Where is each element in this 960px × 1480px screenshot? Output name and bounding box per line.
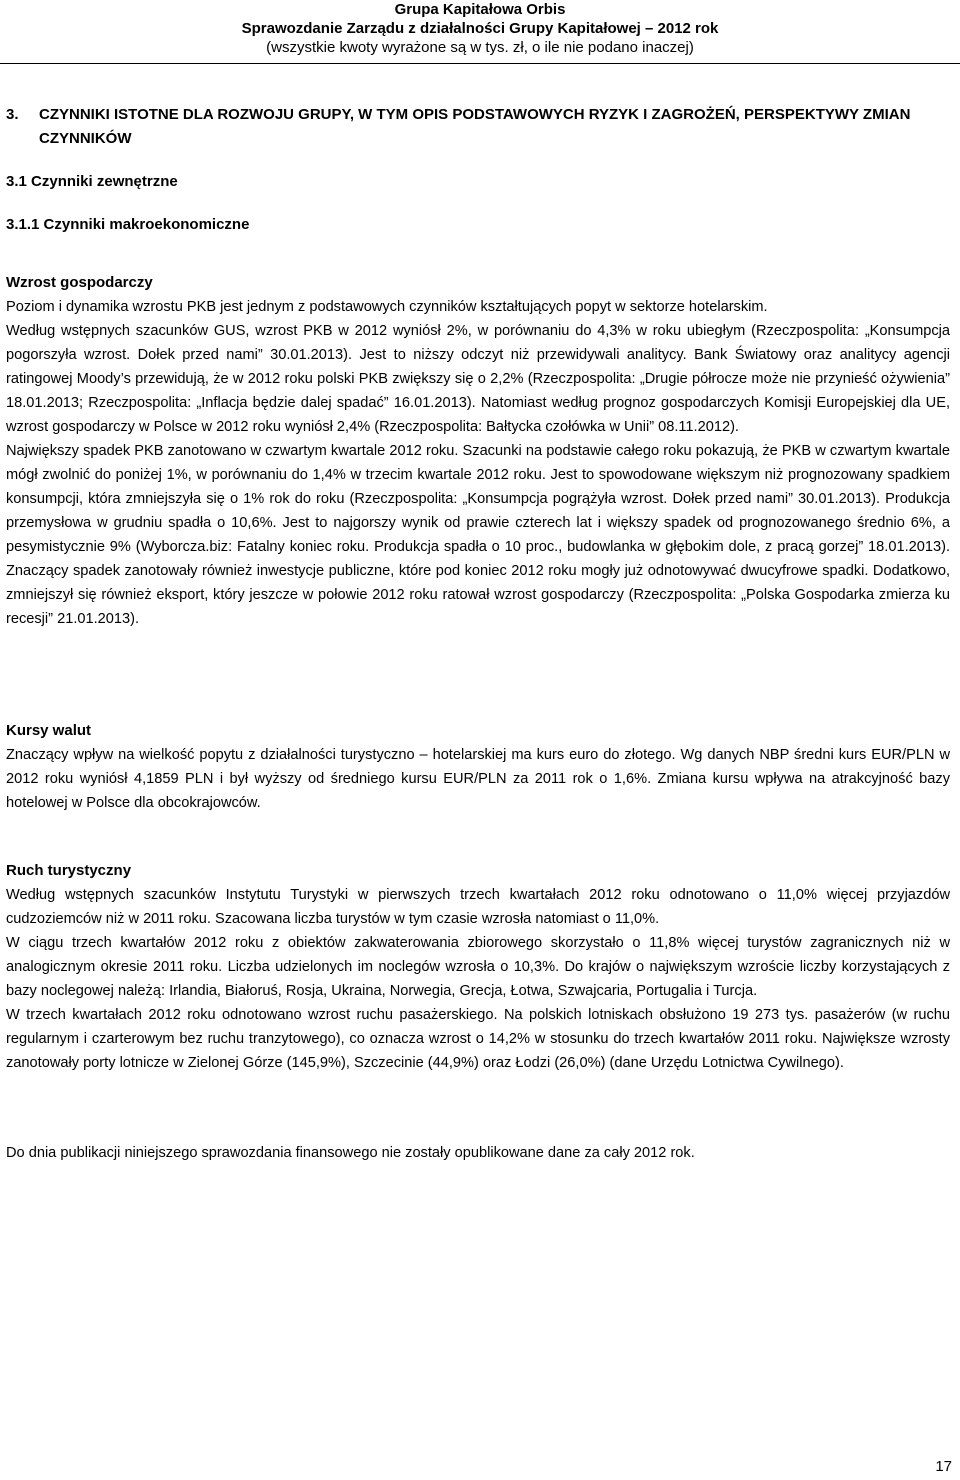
growth-paragraph-3: Największy spadek PKB zanotowano w czwartym kwartale 2012 roku. Szacunki na podstawie całego roku pokazują, że PKB w czwartym kwartale mógł zwolnić do poniżej 1%, w porównaniu do 1,4% w trzecim kwartale 2012 roku. Jest to spowodowane większym niż prognozowany spadkiem konsumpcji, która zmniejszyła się o 1% rok do roku (Rzeczpospolita: „Konsumpcja pogrążyła wzrost. Dołek przed nami” 30.01.2013). Produkcja przemysłowa w grudniu spadła o 10,6%. Jest to najgorszy wynik od prawie czterech lat i większy spadek od prognozowanego średnio 6%, a pesymistycznie 9% (Wyborcza.biz: Fatalny koniec roku. Produkcja spadła o 10 proc., budowlanka w głębokim dole, z pracą gorzej” 18.01.2013). Znaczący spadek zanotowały również inwestycje publiczne, które pod koniec 2012 roku mogły już odnotowywać dwucyfrowe spadki. Dodatkowo, zmniejszył się również eksport, który jeszcze w połowie 2012 roku ratował wzrost gospodarczy (Rzeczpospolita: „Polska Gospodarka zmierza ku recesji” 21.01.2013).: [6, 443, 950, 627]
fx-paragraph: Znaczący wpływ na wielkość popytu z działalności turystyczno – hotelarskiej ma kurs euro do złotego. Wg danych NBP średni kurs EUR/PLN w 2012 roku wyniósł 4,1859 PLN i był wyższy od średniego kursu EUR/PLN za 2011 rok o 1,6%. Zmiana kursu wpływa na atrakcyjność bazy hotelowej w Polsce dla obcokrajowców.: [6, 747, 950, 811]
growth-heading: Wzrost gospodarczy: [6, 274, 153, 291]
fx-section: [6, 719, 950, 815]
section-title-text: CZYNNIKI ISTOTNE DLA ROZWOJU GRUPY, W TYM OPIS PODSTAWOWYCH RYZYK I ZAGROŻEŃ, PERSPEKTYWY ZMIAN CZYNNIKÓW: [39, 106, 911, 147]
header-report-title: Sprawozdanie Zarządu z działalności Grupy Kapitałowej – 2012 rok: [241, 20, 719, 37]
section-number: 3.: [6, 106, 19, 123]
growth-paragraph-2: Według wstępnych szacunków GUS, wzrost PKB w 2012 wyniósł 2%, w porównaniu do 4,3% w roku ubiegłym (Rzeczpospolita: „Konsumpcja pogorszyła wzrost. Dołek przed nami” 30.01.2013). Jest to niższy odczyt niż przewidywali analitycy. Bank Światowy oraz analitycy agencji ratingowej Moody’s przewidują, że w 2012 roku polski PKB zwiększy się o 2,2% (Rzeczpospolita: „Drugie półrocze może nie przynieść ożywienia” 18.01.2013; Rzeczpospolita: „Inflacja będzie dalej spadać” 16.01.2013). Natomiast według prognoz gospodarczych Komisji Europejskiej dla UE, wzrost gospodarczy w Polsce w 2012 roku wyniósł 2,4% (Rzeczpospolita: Bałtycka czołówka w Unii” 08.11.2012).: [6, 323, 950, 435]
page-header: [0, 0, 960, 57]
closing-paragraph: Do dnia publikacji niniejszego sprawozdania finansowego nie zostały opublikowane dane za cały 2012 rok.: [6, 1145, 695, 1161]
tourism-paragraph-2: W ciągu trzech kwartałów 2012 roku z obiektów zakwaterowania zbiorowego skorzystało o 11,8% więcej turystów zagranicznych niż w analogicznym okresie 2011 roku. Liczba udzielonych im noclegów wzrosła o 10,3%. Do krajów o największym wzroście liczby korzystających z bazy noclegowej należą: Irlandia, Białoruś, Rosja, Ukraina, Norwegia, Grecja, Łotwa, Szwajcaria, Portugalia i Turcja.: [6, 935, 950, 999]
page-number: 17: [935, 1458, 952, 1475]
header-company: Grupa Kapitałowa Orbis: [394, 1, 566, 18]
subsection-heading: 3.1 Czynniki zewnętrzne: [6, 173, 178, 190]
tourism-section: [6, 859, 950, 1075]
tourism-paragraph-3: W trzech kwartałach 2012 roku odnotowano wzrost ruchu pasażerskiego. Na polskich lotniskach obsłużono 19 273 tys. pasażerów (w ruchu regularnym i czarterowym bez ruchu tranzytowego), co oznacza wzrost o 14,2% w stosunku do trzech kwartałów 2011 roku. Największe wzrosty zanotowały porty lotnicze w Zielonej Górze (145,9%), Szczecinie (44,9%) oraz Łodzi (26,0%) (dane Urzędu Lotnictwa Cywilnego).: [6, 1007, 950, 1071]
growth-paragraph-1: Poziom i dynamika wzrostu PKB jest jednym z podstawowych czynników kształtujących popyt w sektorze hotelarskim.: [6, 299, 768, 315]
subsubsection-heading: 3.1.1 Czynniki makroekonomiczne: [6, 216, 250, 233]
tourism-heading: Ruch turystyczny: [6, 862, 132, 879]
fx-heading: Kursy walut: [6, 722, 92, 739]
closing-section: [6, 1141, 950, 1165]
growth-section: [6, 271, 950, 631]
header-divider: [0, 63, 960, 64]
section-title: [6, 103, 950, 151]
header-currency-note: (wszystkie kwoty wyrażone są w tys. zł, o ile nie podano inaczej): [266, 39, 694, 56]
tourism-paragraph-1: Według wstępnych szacunków Instytutu Turystyki w pierwszych trzech kwartałach 2012 roku odnotowano o 11,0% więcej przyjazdów cudzoziemców niż w 2011 roku. Szacowana liczba turystów w tym czasie wzrosła natomiast o 11,0%.: [6, 887, 950, 927]
